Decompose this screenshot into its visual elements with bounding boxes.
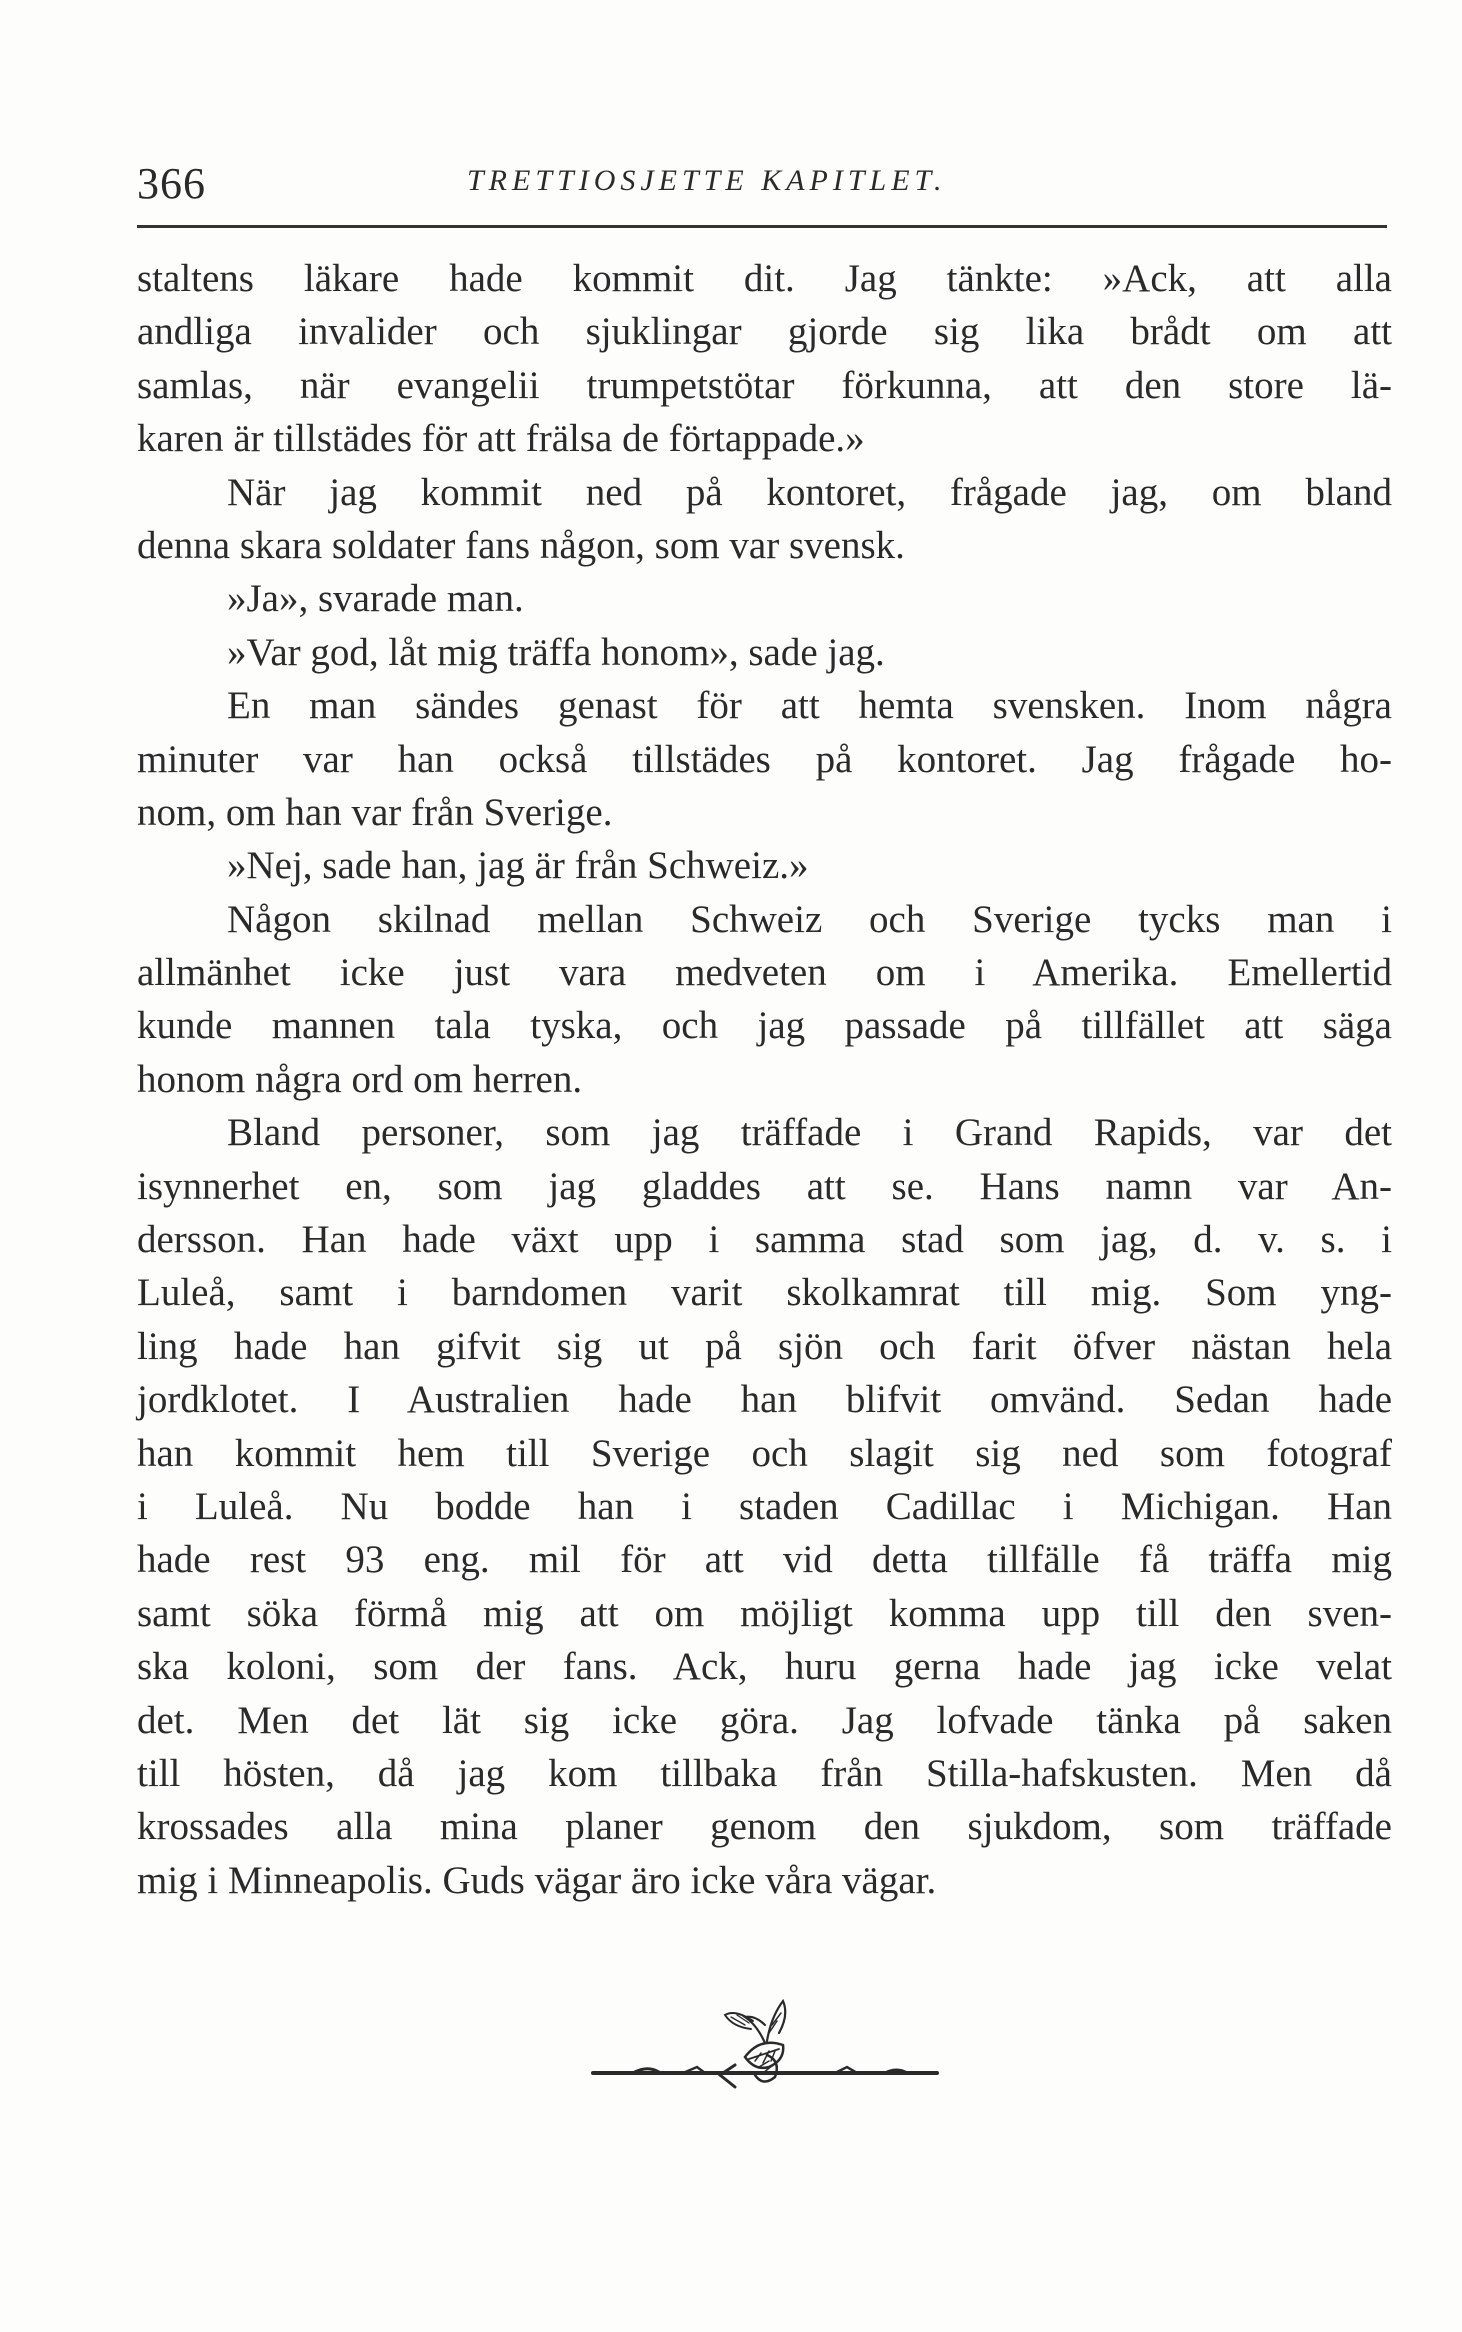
text-line: isynnerhet en, som jag gladdes att se. Hans namn var An-: [137, 1164, 1392, 1208]
body-text: [137, 252, 1392, 1907]
text-line: krossades alla mina planer genom den sjukdom, som träffade: [137, 1805, 1392, 1849]
text-line: dersson. Han hade växt upp i samma stad som jag, d. v. s. i: [137, 1218, 1392, 1262]
floral-tailpiece-icon: [585, 1995, 945, 2090]
text-line: »Nej, sade han, jag är från Schweiz.»: [227, 844, 809, 888]
text-line: samlas, när evangelii trumpetstötar förkunna, att den store lä-: [137, 363, 1392, 407]
text-line: ling hade han gifvit sig ut på sjön och farit öfver nästan hela: [137, 1324, 1392, 1368]
text-line: hade rest 93 eng. mil för att vid detta tillfälle få träffa mig: [137, 1538, 1392, 1582]
text-line: andliga invalider och sjuklingar gjorde sig lika brådt om att: [137, 310, 1392, 354]
page-number: 366: [137, 159, 206, 208]
text-line: »Var god, låt mig träffa honom», sade jag.: [227, 630, 885, 674]
text-line: karen är tillstädes för att frälsa de förtappade.»: [137, 417, 865, 461]
text-line: En man sändes genast för att hemta svensken. Inom några: [227, 684, 1392, 728]
text-line: mig i Minneapolis. Guds vägar äro icke våra vägar.: [137, 1858, 937, 1902]
text-line: han kommit hem till Sverige och slagit sig ned som fotograf: [137, 1431, 1392, 1475]
running-title: TRETTIOSJETTE KAPITLET.: [467, 164, 947, 197]
text-line: ska koloni, som der fans. Ack, huru gerna hade jag icke velat: [137, 1645, 1392, 1689]
header-rule: [137, 225, 1387, 228]
text-line: Någon skilnad mellan Schweiz och Sverige tycks man i: [227, 897, 1392, 941]
text-line: kunde mannen tala tyska, och jag passade på tillfället att säga: [137, 1004, 1392, 1048]
text-line: minuter var han också tillstädes på kontoret. Jag frågade ho-: [137, 737, 1392, 781]
text-line: nom, om han var från Sverige.: [137, 790, 613, 834]
text-line: jordklotet. I Australien hade han blifvit omvänd. Sedan hade: [137, 1378, 1392, 1422]
text-line: När jag kommit ned på kontoret, frågade jag, om bland: [227, 470, 1392, 514]
text-line: i Luleå. Nu bodde han i staden Cadillac i Michigan. Han: [137, 1484, 1392, 1528]
text-line: staltens läkare hade kommit dit. Jag tänkte: »Ack, att alla: [137, 257, 1392, 300]
text-line: denna skara soldater fans någon, som var svensk.: [137, 523, 905, 567]
text-line: det. Men det lät sig icke göra. Jag lofvade tänka på saken: [137, 1698, 1392, 1742]
text-line: samt söka förmå mig att om möjligt komma upp till den sven-: [137, 1591, 1392, 1635]
page-header: [137, 150, 1382, 220]
text-line: honom några ord om herren.: [137, 1057, 583, 1101]
text-line: Bland personer, som jag träffade i Grand Rapids, var det: [227, 1111, 1392, 1155]
text-line: Luleå, samt i barndomen varit skolkamrat till mig. Som yng-: [137, 1271, 1392, 1315]
text-line: till hösten, då jag kom tillbaka från Stilla-hafskusten. Men då: [137, 1751, 1392, 1795]
text-line: allmänhet icke just vara medveten om i Amerika. Emellertid: [137, 951, 1392, 995]
text-line: »Ja», svarade man.: [227, 577, 524, 621]
